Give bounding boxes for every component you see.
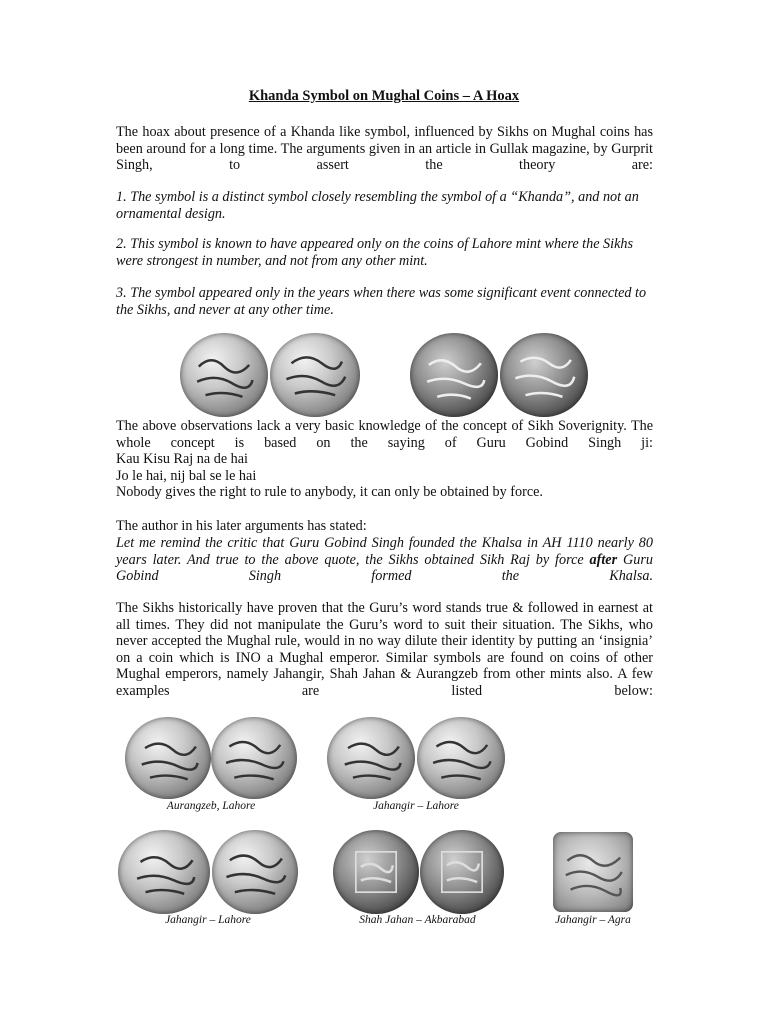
quote-part1: Let me remind the critic that Guru Gobind Singh founded the Khalsa in AH 1110 nearly 80 years later. And true to the above quote, the Sikhs obtained Sikh Raj by force: [116, 535, 653, 568]
saying-line: Nobody gives the right to rule to anybody, it can only be obtained by force.: [116, 484, 543, 501]
coin-caption: Jahangir – Lahore: [165, 914, 251, 926]
saying-line: Jo le hai, nij bal se le hai: [116, 467, 257, 484]
quote-emphasis: after: [589, 551, 618, 568]
argument-1: 1. The symbol is a distinct symbol closely resembling the symbol of a “Khanda”, and not an ornamental design.: [116, 189, 639, 222]
quote-part2: Guru Gobind Singh formed the Khalsa.: [116, 551, 653, 585]
closing-paragraph: The Sikhs historically have proven that the Guru’s word stands true & followed in earnest at all times. They did not manipulate the Guru’s word to suit their situation. The Sikhs, who never accepted the Mughal rule, would in no way dilute their identity by putting an ‘insignia’ on a coin which is INO a Mughal emperor. Similar symbols are found on coins of other Mughal emperors, namely Jahangir, Shah Jahan & Aurangzeb from other mints also. A few examples are listed below:: [116, 600, 653, 699]
argument-2: 2. This symbol is known to have appeared only on the coins of Lahore mint where the Sikhs were strongest in number, and not from any other mint.: [116, 236, 633, 269]
document-title: Khanda Symbol on Mughal Coins – A Hoax: [248, 88, 520, 104]
observation-paragraph: The above observations lack a very basic knowledge of the concept of Sikh Soverignity. The whole concept is based on the saying of Guru Gobind Singh ji:: [116, 418, 653, 451]
coin-image: [553, 832, 633, 912]
coin-image: [212, 830, 298, 914]
coin-image: [500, 333, 588, 417]
coin-image: [211, 717, 297, 799]
coin-image: [417, 717, 505, 799]
coin-image: [327, 717, 415, 799]
intro-paragraph: The hoax about presence of a Khanda like symbol, influenced by Sikhs on Mughal coins has been around for a long time. The arguments given in an article in Gullak magazine, by Gurprit Singh, to assert the theory are:: [116, 124, 653, 174]
saying-block: [116, 451, 653, 501]
coin-caption: Shah Jahan – Akbarabad: [359, 914, 476, 926]
saying-line: Kau Kisu Raj na de hai: [116, 451, 248, 467]
coin-image: [333, 830, 419, 914]
coin-image: [410, 333, 498, 417]
author-intro: The author in his later arguments has stated:: [116, 518, 367, 534]
coin-image: [270, 333, 360, 417]
coin-caption: Aurangzeb, Lahore: [166, 800, 256, 812]
author-quote: [116, 535, 653, 601]
coin-image: [420, 830, 504, 914]
coin-image: [180, 333, 268, 417]
coin-image: [118, 830, 210, 914]
coin-image: [125, 717, 211, 799]
argument-3: 3. The symbol appeared only in the years when there was some significant event connected to the Sikhs, and never at any other time.: [116, 285, 647, 318]
coin-caption: Jahangir – Lahore: [373, 800, 459, 812]
coin-caption: Jahangir – Agra: [555, 914, 631, 926]
